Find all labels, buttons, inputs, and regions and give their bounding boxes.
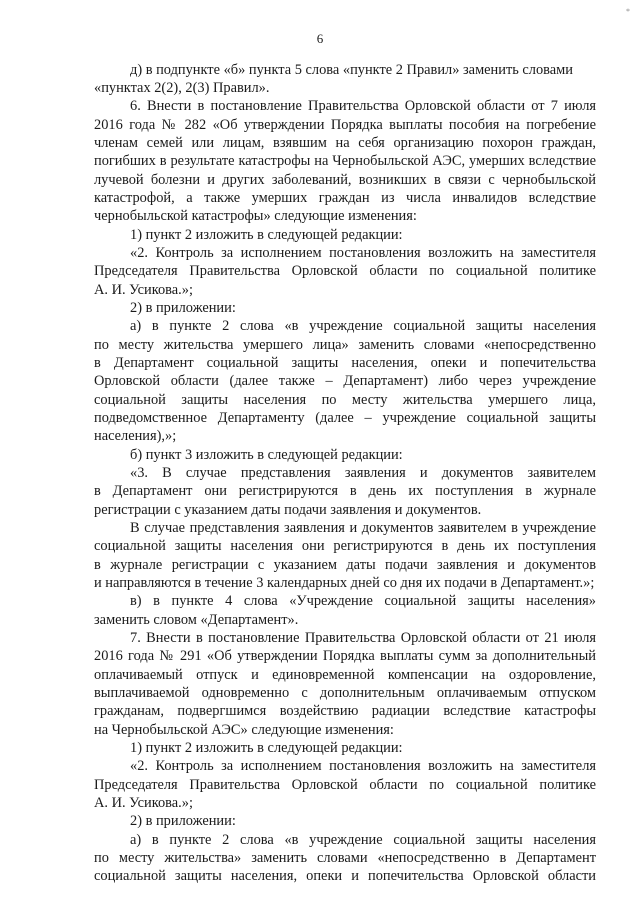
text-line: А. И. Усикова.»; [94,795,193,811]
text-line: 1) пункт 2 изложить в следующей редакции: [130,227,403,243]
text-line: 2016 года № 282 «Об утверждении Порядка выплаты пособия на погребение [94,117,596,133]
text-line: в Департамент они регистрируются в день их поступления в журнале [94,483,596,499]
text-line: в Департамент социальной защиты населения, опеки и попечительства [94,355,596,371]
text-line: катастрофой, а также умерших граждан из числа инвалидов вследствие [94,190,596,206]
text-line: 2) в приложении: [130,813,236,829]
text-line: заменить словом «Департамент». [94,612,299,628]
text-line: и направляются в течение 3 календарных дней со дня их подачи в Департамент.»; [94,575,595,591]
text-line: в) в пункте 4 слова «Учреждение социальной защиты населения» [130,593,596,609]
text-line: 2) в приложении: [130,300,236,316]
text-line: 7. Внести в постановление Правительства Орловской области от 21 июля [130,630,596,646]
text-line: выплачиваемой одновременно с дополнительным оплачиваемым отпуском [94,685,596,701]
text-line: 6. Внести в постановление Правительства Орловской области от 7 июля [130,98,596,114]
text-line: А. И. Усикова.»; [94,282,193,298]
text-line: «пунктах 2(2), 2(3) Правил». [94,80,270,96]
text-line: В случае представления заявления и документов заявителем в учреждение [130,520,596,536]
text-line: «2. Контроль за исполнением постановления возложить на заместителя [130,758,596,774]
text-line: в журнале регистрации с указанием даты подачи заявления и документов [94,557,596,573]
text-line: б) пункт 3 изложить в следующей редакции: [130,447,403,463]
text-line: Орловской области (далее также – Департамент) либо через учреждение [94,373,596,389]
text-line: погибших в результате катастрофы на Чернобыльской АЭС, умерших вследствие [94,153,596,169]
text-line: социальной защиты населения, опеки и попечительства Орловской области [94,868,596,884]
text-line: Председателя Правительства Орловской области по социальной политике [94,263,596,279]
text-line: а) в пункте 2 слова «в учреждение социальной защиты населения [130,318,596,334]
text-line: оплачиваемый отпуск и единовременной компенсации на оздоровление, [94,667,596,683]
text-line: на Чернобыльской АЭС» следующие изменения: [94,722,394,738]
text-line: «2. Контроль за исполнением постановления возложить на заместителя [130,245,596,261]
text-line: 1) пункт 2 изложить в следующей редакции: [130,740,403,756]
text-line: социальной защиты населения они регистрируются в день их поступления [94,538,596,554]
text-line: регистрации с указанием даты подачи заявления и документов. [94,502,482,518]
scan-corner-mark: * [626,7,630,16]
text-line: населения),»; [94,428,177,444]
text-line: социальной защиты населения по месту жительства умершего лица, [94,392,596,408]
text-line: по месту жительства умершего лица» заменить словами «непосредственно [94,337,596,353]
text-line: по месту жительства» заменить словами «непосредственно в Департамент [94,850,596,866]
text-line: лучевой болезни и других заболеваний, возникших в связи с чернобыльской [94,172,596,188]
text-line: членам семей или лицам, взявшим на себя организацию похорон граждан, [94,135,596,151]
text-line: гражданам, подвергшимся воздействию радиации вследствие катастрофы [94,703,596,719]
text-line: а) в пункте 2 слова «в учреждение социальной защиты населения [130,832,596,848]
text-line: чернобыльской катастрофы» следующие изменения: [94,208,417,224]
text-line: подведомственное Департаменту (далее – учреждение социальной защиты [94,410,596,426]
text-line: 2016 года № 291 «Об утверждении Порядка выплаты сумм за дополнительный [94,648,596,664]
page-number: 6 [316,31,324,46]
text-line: д) в подпункте «б» пункта 5 слова «пункте 2 Правил» заменить словами [130,62,573,78]
text-line: Председателя Правительства Орловской области по социальной политике [94,777,596,793]
text-line: «3. В случае представления заявления и документов заявителем [130,465,596,481]
